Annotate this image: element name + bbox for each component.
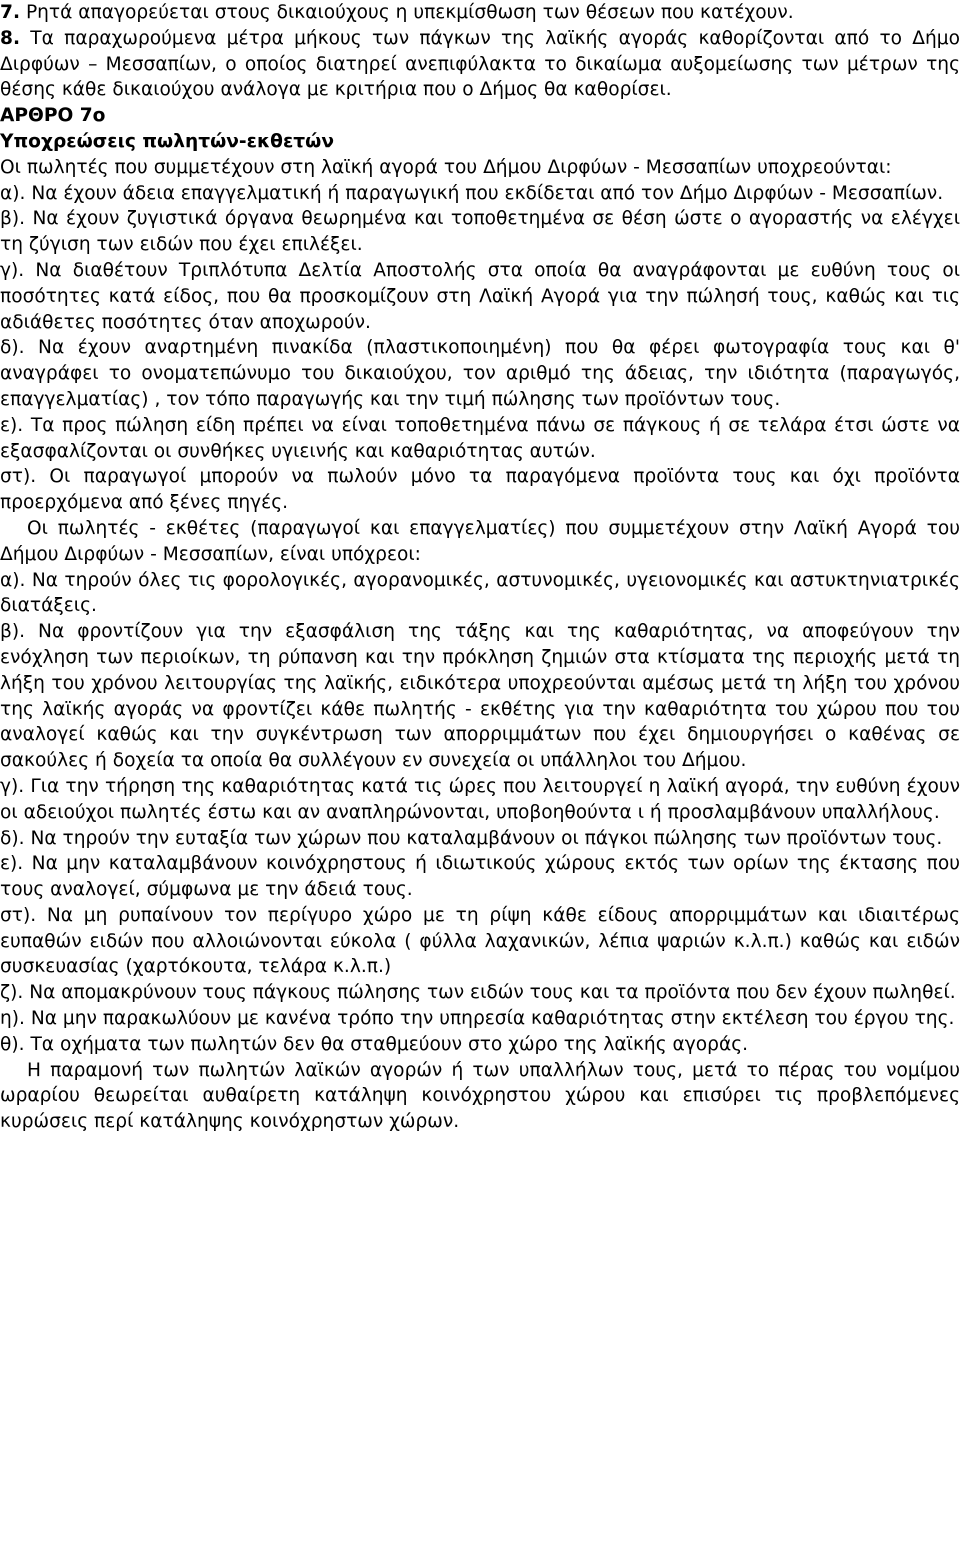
list1-item-c: γ). Να διαθέτουν Τριπλότυπα Δελτία Αποστολής στα οποία θα αναγράφονται με ευθύνη τους οι ποσότητες κατά είδος, που θα προσκομίζουν στη Λαϊκή Αγορά για την πώλησή τους, καθώς και τις αδιάθετες ποσότητες όταν αποχωρούν.: [0, 259, 960, 333]
list1-item-d: δ). Να έχουν αναρτημένη πινακίδα (πλαστικοποιημένη) που θα φέρει φωτογραφία τους και θ' αναγράφει το ονοματεπώνυμο του δικαιούχου, τον αριθμό της άδειας, την ιδιότητα (παραγωγός, επαγγελματίας) , τον τόπο παραγωγής και την τιμή πώλησης των προϊόντων τους.: [0, 337, 960, 410]
list1-item-a: α). Να έχουν άδεια επαγγελματική ή παραγωγική που εκδίδεται από τον Δήμο Διρφύων - Μεσσαπίων.: [0, 182, 944, 204]
list2-item-z: ζ). Να απομακρύνουν τους πάγκους πώλησης των ειδών τους και τα προϊόντα που δεν έχουν πωληθεί.: [0, 982, 956, 1004]
list1-item-st: στ). Οι παραγωγοί μπορούν να πωλούν μόνο τα παραγόμενα προϊόντα τους και όχι προϊόντα προερχόμενα από ξένες πηγές.: [0, 466, 960, 514]
list2-item-c: γ). Για την τήρηση της καθαριότητας κατά τις ώρες που λειτουργεί η λαϊκή αγορά, την ευθύνη έχουν οι αδειούχοι πωλητές έστω και αν αναπληρώνονται, υποβοηθούντα ι ή προσλαμβάνουν υπαλλήλους.: [0, 775, 960, 823]
list2-item-th: θ). Τα οχήματα των πωλητών δεν θα σταθμεύουν στο χώρο της λαϊκής αγοράς.: [0, 1033, 749, 1055]
list1-item-b: β). Να έχουν ζυγιστικά όργανα θεωρημένα και τοποθετημένα σε θέση ώστε ο αγοραστής να ελέγχει τη ζύγιση των ειδών που έχει επιλέξει.: [0, 208, 960, 256]
item-7-number: 7.: [0, 2, 21, 23]
intro-paragraph-2: Οι πωλητές - εκθέτες (παραγωγοί και επαγγελματίες) που συμμετέχουν στην Λαϊκή Αγορά του Δήμου Διρφύων - Μεσσαπίων, είναι υπόχρεοι:: [0, 517, 960, 565]
item-8-number: 8.: [0, 27, 21, 49]
intro-paragraph-1: Οι πωλητές που συμμετέχουν στη λαϊκή αγορά του Δήμου Διρφύων - Μεσσαπίων υποχρεούνται:: [0, 156, 892, 178]
list2-item-i: η). Να μην παρακωλύουν με κανένα τρόπο την υπηρεσία καθαριότητας στην εκτέλεση του έργου της.: [0, 1008, 955, 1030]
item-8-text: Τα παραχωρούμενα μέτρα μήκους των πάγκων της λαϊκής αγοράς καθορίζονται από το Δήμο Διρφύων – Μεσσαπίων, ο οποίος διατηρεί ανεπιφύλακτα το δικαίωμα αυξομείωσης των μέτρων της θέσης κάθε δικαιούχου ανάλογα με κριτήρια που ο Δήμος θα καθορίσει.: [0, 27, 960, 101]
article-number: ΑΡΘΡΟ 7ο: [0, 105, 106, 127]
list2-item-b: β). Να φροντίζουν για την εξασφάλιση της τάξης και της καθαριότητας, να αποφεύγουν την ενόχληση των περιοίκων, τη ρύπανση και την πρόκληση ζημιών στα κτίσματα της περιοχής μετά τη λήξη του χρόνου λειτουργίας της λαϊκής, ειδικότερα υποχρεούνται αμέσως μετά τη λήξη του χρόνου της λαϊκής αγοράς να φροντίζει κάθε πωλητής - εκθέτης για την καθαριότητα του χώρου που του αναλογεί καθώς και την συγκέντρωση των απορριμμάτων που έχει δημιουργήσει ο καθένας σε σακούλες ή δοχεία τα οποία θα συλλέγουν εν συνεχεία οι υπάλληλοι του Δήμου.: [0, 621, 960, 772]
item-7: [0, 0, 960, 26]
article-title: Υποχρεώσεις πωλητών-εκθετών: [0, 130, 334, 152]
list2-item-a: α). Να τηρούν όλες τις φορολογικές, αγορανομικές, αστυνομικές, υγειονομικές και αστυκτηνιατρικές διατάξεις.: [0, 569, 960, 617]
item-8: [0, 26, 960, 103]
closing-paragraph: Η παραμονή των πωλητών λαϊκών αγορών ή των υπαλλήλων τους, μετά το πέρας του νομίμου ωραρίου θεωρείται αυθαίρετη κατάληψη κοινόχρηστου χώρου και επισύρει τις προβλεπόμενες κυρώσεις περί κατάληψης κοινόχρηστων χώρων.: [0, 1059, 960, 1133]
item-7-text: Ρητά απαγορεύεται στους δικαιούχους η υπεκμίσθωση των θέσεων που κατέχουν.: [25, 2, 794, 23]
list2-item-d: δ). Να τηρούν την ευταξία των χώρων που καταλαμβάνουν οι πάγκοι πώλησης των προϊόντων τους.: [0, 827, 943, 849]
list1-item-e: ε). Τα προς πώληση είδη πρέπει να είναι τοποθετημένα πάνω σε πάγκους ή σε τελάρα έτσι ώστε να εξασφαλίζονται οι συνθήκες υγιεινής και καθαριότητας αυτών.: [0, 414, 960, 462]
list2-item-e: ε). Να μην καταλαμβάνουν κοινόχρηστους ή ιδιωτικούς χώρους εκτός των ορίων της έκτασης που τους αναλογεί, σύμφωνα με την άδειά τους.: [0, 853, 960, 901]
list2-item-st: στ). Να μη ρυπαίνουν τον περίγυρο χώρο με τη ρίψη κάθε είδους απορριμμάτων και ιδιαιτέρως ευπαθών ειδών που αλλοιώνονται εύκολα ( φύλλα λαχανικών, λέπια ψαριών κ.λ.π.) καθώς και ειδών συσκευασίας (χαρτόκουτα, τελάρα κ.λ.π.): [0, 904, 960, 978]
